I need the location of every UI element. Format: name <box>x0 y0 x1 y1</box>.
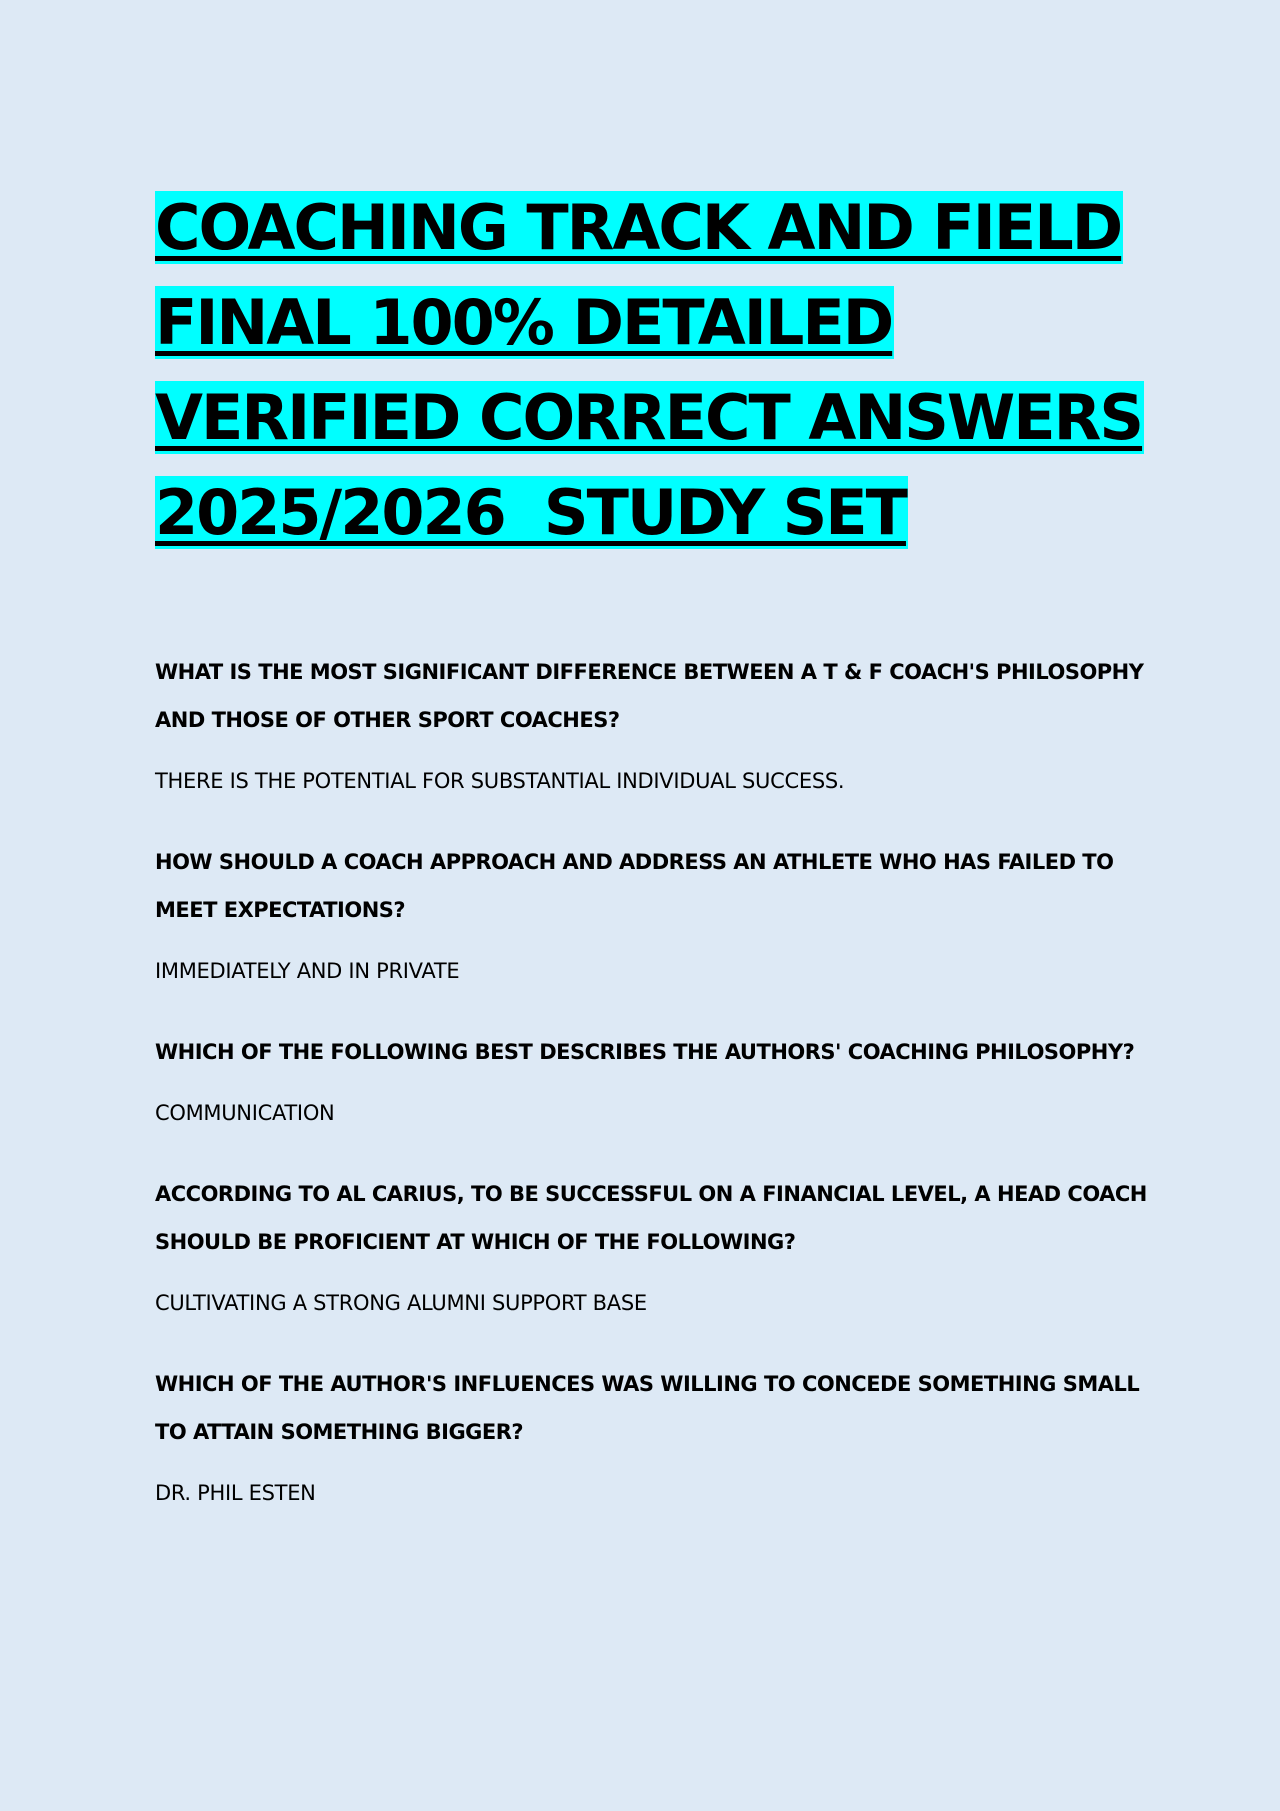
question-3: WHICH OF THE FOLLOWING BEST DESCRIBES THE AUTHORS' COACHING PHILOSOPHY? <box>155 1040 1135 1064</box>
answer-4: CULTIVATING A STRONG ALUMNI SUPPORT BASE <box>155 1291 647 1315</box>
answer-2: IMMEDIATELY AND IN PRIVATE <box>155 959 460 983</box>
answer-5: DR. PHIL ESTEN <box>155 1481 316 1505</box>
answer-3: COMMUNICATION <box>155 1101 335 1125</box>
question-5: WHICH OF THE AUTHOR'S INFLUENCES WAS WILLING TO CONCEDE SOMETHING SMALL TO ATTAIN SOMETHING BIGGER? <box>155 1372 1140 1444</box>
title-line-2: FINAL 100% DETAILED <box>155 286 893 359</box>
question-1: WHAT IS THE MOST SIGNIFICANT DIFFERENCE BETWEEN A T & F COACH'S PHILOSOPHY AND THOSE OF OTHER SPORT COACHES? <box>155 660 1144 732</box>
title-line-4: 2025/2026 STUDY SET <box>155 476 906 549</box>
question-2: HOW SHOULD A COACH APPROACH AND ADDRESS AN ATHLETE WHO HAS FAILED TO MEET EXPECTATIONS? <box>155 850 1114 922</box>
question-4: ACCORDING TO AL CARIUS, TO BE SUCCESSFUL ON A FINANCIAL LEVEL, A HEAD COACH SHOULD BE PROFICIENT AT WHICH OF THE FOLLOWING? <box>155 1182 1147 1254</box>
qa-list <box>155 648 1170 1508</box>
document-title <box>155 180 1170 560</box>
title-line-3: VERIFIED CORRECT ANSWERS <box>155 381 1143 454</box>
title-line-1: COACHING TRACK AND FIELD <box>155 191 1122 264</box>
answer-1: THERE IS THE POTENTIAL FOR SUBSTANTIAL INDIVIDUAL SUCCESS. <box>155 769 845 793</box>
